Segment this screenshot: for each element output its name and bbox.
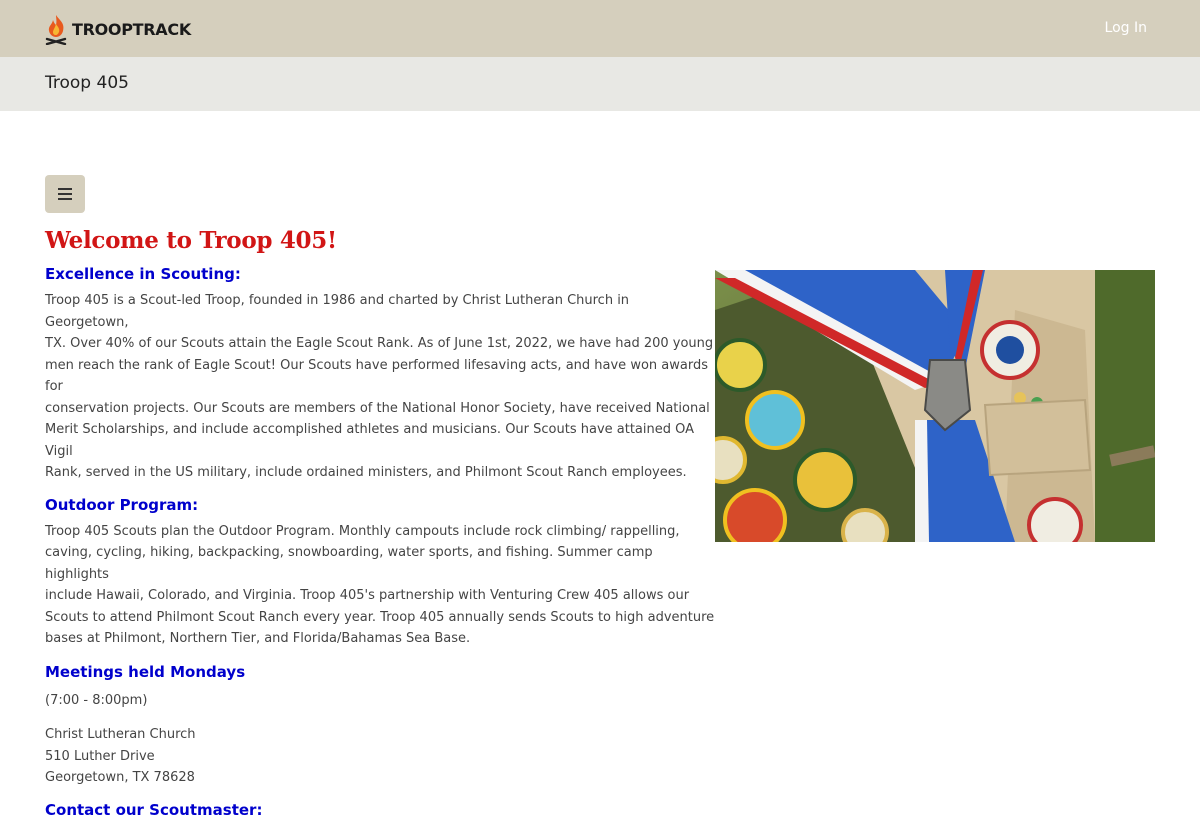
excellence-line: conservation projects. Our Scouts are members of the National Honor Society, have received National: [45, 400, 710, 416]
section-title-meetings: Meetings held Mondays: [45, 662, 246, 681]
login-link[interactable]: Log In: [1104, 20, 1147, 36]
outdoor-line: caving, cycling, hiking, backpacking, snowboarding, water sports, and fishing. Summer camp highlights: [45, 545, 653, 582]
outdoor-line: Troop 405 Scouts plan the Outdoor Program. Monthly campouts include rock climbing/ rappelling,: [45, 523, 680, 539]
logo-text: TROOPTRACK: [72, 19, 191, 39]
outdoor-line: Scouts to attend Philmont Scout Ranch every year. Troop 405 annually sends Scouts to high adventure: [45, 609, 715, 625]
scout-photo-illustration: [715, 270, 1155, 542]
outdoor-line: bases at Philmont, Northern Tier, and Florida/Bahamas Sea Base.: [45, 631, 471, 646]
section-title-contact: Contact our Scoutmaster:: [45, 800, 263, 819]
page-title: Welcome to Troop 405!: [45, 227, 337, 254]
main-content: [45, 265, 715, 819]
trooptrack-logo[interactable]: [44, 12, 191, 46]
address-line: 510 Luther Drive: [45, 748, 155, 764]
excellence-text: [45, 290, 715, 484]
excellence-line: Rank, served in the US military, include ordained ministers, and Philmont Scout Ranch employees.: [45, 465, 687, 480]
outdoor-line: include Hawaii, Colorado, and Virginia. Troop 405's partnership with Venturing Crew 405 allows our: [45, 588, 690, 603]
menu-toggle-button[interactable]: [45, 175, 85, 213]
excellence-line: Merit Scholarships, and include accomplished athletes and musicians. Our Scouts have attained OA Vigil: [45, 422, 695, 459]
address-line: Christ Lutheran Church: [45, 727, 196, 742]
campfire-icon: [44, 13, 68, 45]
meeting-time: (7:00 - 8:00pm): [45, 692, 148, 708]
outdoor-text: [45, 521, 715, 650]
section-title-excellence: Excellence in Scouting:: [45, 265, 241, 283]
section-title-outdoor: Outdoor Program:: [45, 495, 199, 514]
meeting-address: [45, 724, 715, 789]
address-line: Georgetown, TX 78628: [45, 770, 195, 785]
excellence-line: Troop 405 is a Scout-led Troop, founded in 1986 and charted by Christ Lutheran Church in Georgetown,: [45, 293, 630, 330]
excellence-line: TX. Over 40% of our Scouts attain the Eagle Scout Rank. As of June 1st, 2022, we have had 200 young: [45, 336, 714, 351]
troop-header-bar: [0, 57, 1200, 111]
troop-title: Troop 405: [45, 73, 129, 93]
excellence-line: men reach the rank of Eagle Scout! Our Scouts have performed lifesaving acts, and have won awards for: [45, 357, 708, 394]
scout-uniform-photo: [715, 270, 1155, 542]
hamburger-menu-icon: [58, 188, 72, 200]
top-navbar: [0, 0, 1200, 57]
